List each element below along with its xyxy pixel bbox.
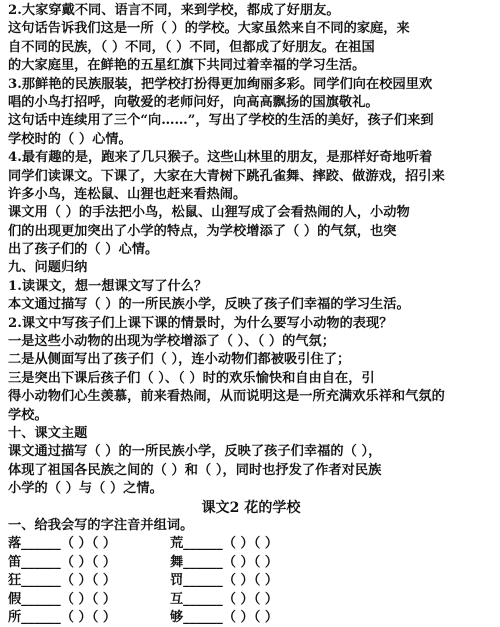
text-line: 唱的小鸟打招呼，向敬爱的老师问好，向高高飘扬的国旗敬礼。 <box>8 94 379 110</box>
text-line: 小学的（ ）与（ ）之情。 <box>8 481 163 497</box>
character-row <box>8 572 494 590</box>
text-line: 出了孩子们的（ ）心情。 <box>8 242 159 258</box>
text-line: 学校时的（ ）心情。 <box>8 131 132 147</box>
text-line: 们的出现更加突出了小学的特点，为学校增添了（ ）的气氛，也突 <box>8 223 397 239</box>
character-item[interactable]: 落______（ ）（ ） <box>8 536 117 552</box>
character-item[interactable] <box>332 535 482 553</box>
text-line: 的大家庭里，在鲜艳的五星红旗下共同过着幸福的学习生活。 <box>8 58 366 74</box>
text-line: 2.课文中写孩子们上课下课的情景时，为什么要写小动物的表现？ <box>8 315 393 331</box>
character-row <box>8 554 494 572</box>
text-line: 十、课文主题 <box>8 425 88 441</box>
text-line: 同学们读课文。下课了，大家在大青树下跳孔雀舞、摔跤、做游戏，招引来 <box>8 168 445 184</box>
text-line: 2.大家穿戴不同、语言不同，来到学校，都成了好朋友。 <box>8 3 340 18</box>
text-line: 4.最有趣的是，跑来了几只猴子。这些山林里的朋友，是那样好奇地听着 <box>8 150 433 166</box>
text-line: 这句话告诉我们这是一所（ ）的学校。大家虽然来自不同的家庭，来 <box>8 21 410 37</box>
character-item[interactable]: 互______（ ）（ ） <box>170 591 279 607</box>
character-row <box>8 535 494 553</box>
text-line: 这句话中连续用了三个“向……”，写出了学校的生活的美好，孩子们来到 <box>8 113 434 129</box>
text-line: 本文通过描写（ ）的一所民族小学，反映了孩子们幸福的学习生活。 <box>8 297 410 313</box>
text-line: 许多小鸟，连松鼠、山狸也赶来看热闹。 <box>8 186 247 202</box>
character-item[interactable]: 罚______（ ）（ ） <box>170 573 279 589</box>
text-line: 二是从侧面写出了孩子们（ ），连小动物们都被吸引住了； <box>8 352 351 368</box>
character-item[interactable]: 够______（ ）（ ） <box>170 609 279 625</box>
exercise-heading: 一、给我会写的字注音并组词。 <box>8 517 194 533</box>
text-line: 三是突出下课后孩子们（ ）、（ ）时的欢乐愉快和自由自在，引 <box>8 370 375 386</box>
character-item[interactable] <box>332 572 482 590</box>
text-line: 课文用（ ）的手法把小鸟，松鼠、山狸写成了会看热闹的人，小动物 <box>8 205 410 221</box>
character-row <box>8 609 494 627</box>
character-item[interactable]: 笛______（ ）（ ） <box>8 554 117 570</box>
lesson-title: 课文2 花的学校 <box>201 499 301 516</box>
text-line: 体现了祖国各民族之间的（ ）和（ ），同时也抒发了作者对民族 <box>8 462 382 478</box>
text-line: 得小动物们心生羡慕，前来看热闹，从而说明这是一所充满欢乐祥和气氛的 <box>8 389 445 405</box>
text-line: 九、问题归纳 <box>8 260 88 276</box>
character-item[interactable]: 所______（ ）（ ） <box>8 609 117 625</box>
character-exercise-grid <box>8 535 494 627</box>
character-item[interactable]: 舞______（ ）（ ） <box>170 554 279 570</box>
text-line: 3.那鲜艳的民族服装，把学校打扮得更加绚丽多彩。同学们向在校园里欢 <box>8 76 433 92</box>
character-item[interactable] <box>332 591 482 609</box>
character-item[interactable]: 狂______（ ）（ ） <box>8 573 117 589</box>
character-item[interactable]: 假______（ ）（ ） <box>8 591 117 607</box>
text-line: 学校。 <box>8 407 48 423</box>
text-line: 自不同的民族，（ ）不同，（ ）不同，但都成了好朋友。在祖国 <box>8 39 375 55</box>
character-item[interactable] <box>332 554 482 572</box>
character-row <box>8 591 494 609</box>
reading-comprehension-text <box>8 2 494 499</box>
character-item[interactable]: 荒______（ ）（ ） <box>170 536 279 552</box>
character-item[interactable] <box>332 609 482 627</box>
text-line: 一是这些小动物的出现为学校增添了（ ）、（ ）的气氛； <box>8 334 336 350</box>
text-line: 1.读课文，想一想课文写了什么？ <box>8 278 208 294</box>
text-line: 课文通过描写（ ）的一所民族小学，反映了孩子们幸福的（ ）， <box>8 444 382 460</box>
